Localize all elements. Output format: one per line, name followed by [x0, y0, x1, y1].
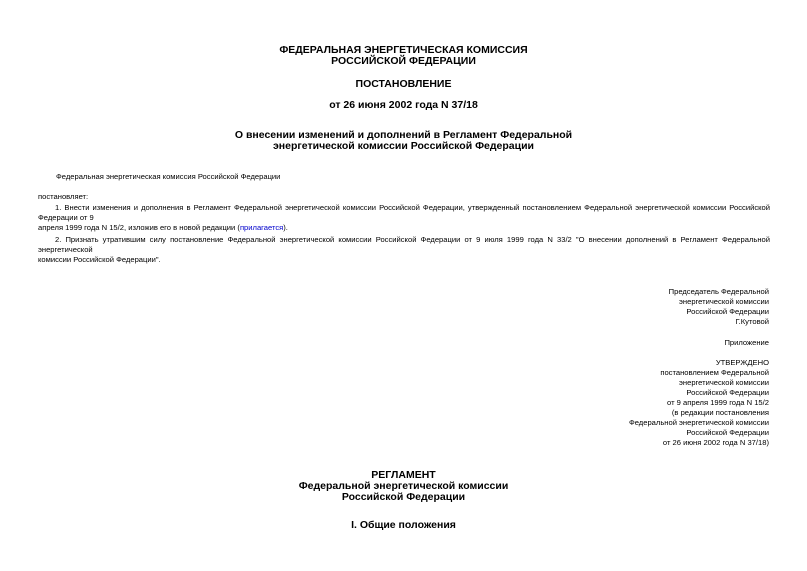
approval-block: [449, 358, 769, 448]
approval-line-3: энергетической комиссии: [679, 378, 769, 387]
issuer-text: Федеральная энергетическая комиссия Российской Федерации: [56, 172, 281, 181]
item-2-paragraph: [38, 235, 770, 265]
commission-title: [0, 45, 807, 67]
approval-line-7: Федеральной энергетической комиссии: [628, 418, 769, 427]
signature-line-3: Российской Федерации: [686, 307, 769, 316]
reglament-title-block: [0, 470, 807, 503]
commission-line-2: РОССИЙСКОЙ ФЕДЕРАЦИИ: [331, 55, 476, 67]
signature-line-1: Председатель Федеральной: [668, 287, 769, 296]
approval-line-8: Российской Федерации: [686, 428, 769, 437]
item-1-line-2: [38, 223, 770, 233]
item-2-line-1: 2. Признать утратившим силу постановление Федеральной энергетической комиссии Российской Федерации от 9 июля 1999 года N 33/2 "О внесении дополнений в Регламент Федеральной энергетической: [38, 235, 770, 254]
approval-line-6: (в редакции постановления: [671, 408, 769, 417]
signature-block: [449, 287, 769, 327]
item-1-line-2-suffix: ).: [283, 223, 288, 232]
subject-line-2: энергетической комиссии Российской Федерации: [273, 140, 534, 152]
approval-line-5: от 9 апреля 1999 года N 15/2: [667, 398, 769, 407]
document-type: ПОСТАНОВЛЕНИЕ: [355, 78, 452, 90]
approval-line-4: Российской Федерации: [686, 388, 769, 397]
commission-line-1: ФЕДЕРАЛЬНАЯ ЭНЕРГЕТИЧЕСКАЯ КОМИССИЯ: [279, 44, 528, 56]
appendix-label: Приложение: [724, 338, 769, 347]
item-1-paragraph: [38, 203, 770, 233]
signature-line-2: энергетической комиссии: [679, 297, 769, 306]
resolves-text: постановляет:: [38, 192, 89, 201]
reglament-line-2: Федеральной энергетической комиссии: [298, 480, 509, 492]
appendix-link[interactable]: прилагается: [239, 223, 284, 232]
approval-line-2: постановлением Федеральной: [660, 368, 769, 377]
document-subject: [0, 130, 807, 152]
item-1-line-2-prefix: апреля 1999 года N 15/2, изложив его в новой редакции (: [38, 223, 240, 232]
item-1-line-1: 1. Внести изменения и дополнения в Регламент Федеральной энергетической комиссии Российской Федерации, утвержденный постановлением Федеральной энергетической комиссии Российской Федерации от 9: [38, 203, 770, 222]
subject-line-1: О внесении изменений и дополнений в Регламент Федеральной: [234, 129, 573, 141]
document-date: от 26 июня 2002 года N 37/18: [329, 99, 478, 111]
item-2-line-2: комиссии Российской Федерации".: [38, 255, 161, 264]
section-heading: I. Общие положения: [351, 519, 456, 531]
reglament-title: РЕГЛАМЕНТ: [371, 469, 436, 481]
approval-line-9: от 26 июня 2002 года N 37/18): [662, 438, 769, 447]
reglament-line-3: Российской Федерации: [341, 491, 466, 503]
approval-line-1: УТВЕРЖДЕНО: [715, 358, 769, 367]
signature-line-4: Г.Кутовой: [735, 317, 769, 326]
